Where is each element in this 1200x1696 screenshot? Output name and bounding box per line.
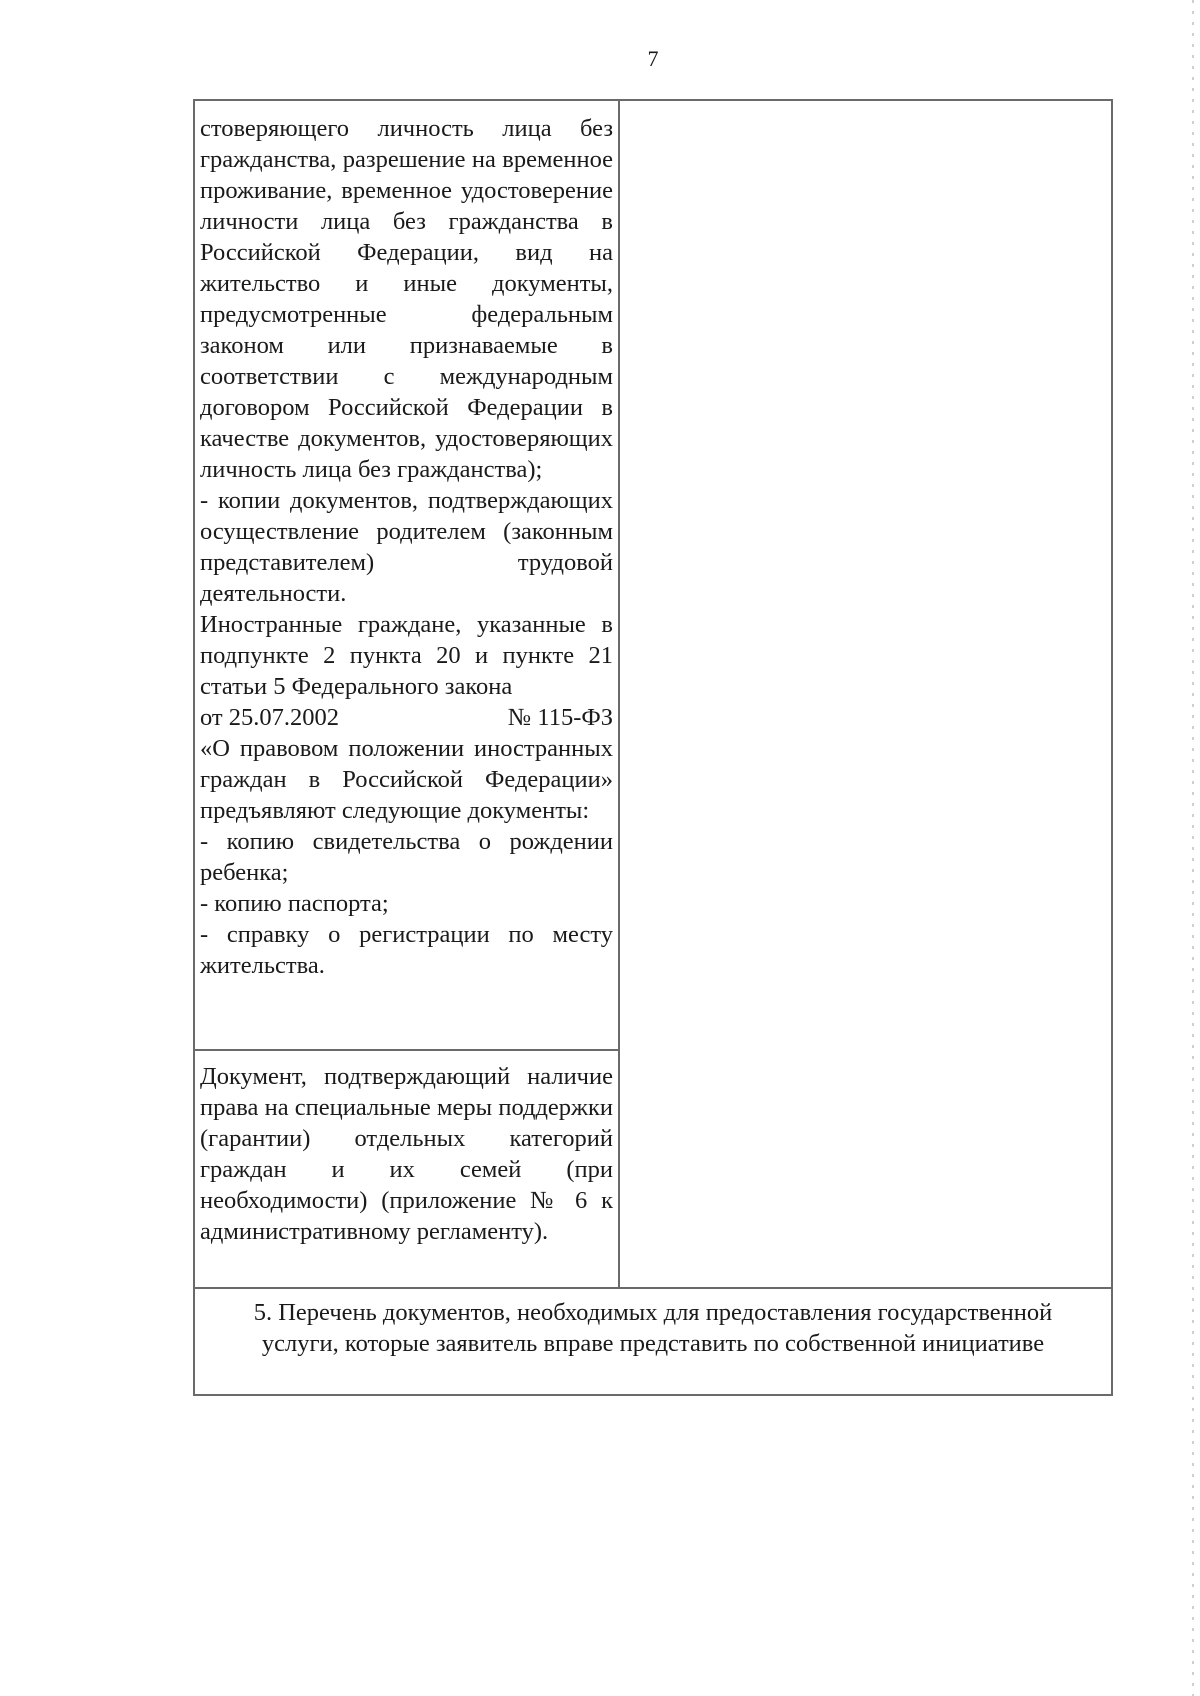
section-heading-line-1: 5. Перечень документов, необходимых для предоставления государственной <box>253 1299 1053 1326</box>
paragraph-identity-documents: стоверяющего личность лица без гражданства, разрешение на временное проживание, временное удостоверение личности лица без гражданства в Российской Федерации, вид на жительство и иные документы, предусмотренные федеральным законом или признаваемые в соответствии с международным договором Российской Федерации в качестве документов, удостоверяющих личность лица без гражданства); <box>200 115 613 483</box>
table-cell-documents-list <box>200 113 613 981</box>
scan-edge-artifact <box>1192 0 1194 1696</box>
row-divider <box>195 1049 618 1051</box>
law-date: от 25.07.2002 <box>200 704 340 731</box>
list-item-registration: - справку о регистрации по месту жительства. <box>200 921 613 979</box>
column-divider <box>618 101 620 1287</box>
law-date-line <box>200 702 613 733</box>
list-item-passport: - копию паспорта; <box>200 890 389 917</box>
paragraph-employment-documents: - копии документов, подтверждающих осуществление родителем (законным представителем) трудовой деятельности. <box>200 487 613 607</box>
list-item-birth-certificate: - копию свидетельства о рождении ребенка; <box>200 828 613 886</box>
section-divider <box>195 1287 1111 1289</box>
table-cell-support-document <box>200 1061 613 1247</box>
paragraph-support-rights: Документ, подтверждающий наличие права на специальные меры поддержки (гарантии) отдельных категорий граждан и их семей (при необходимости) (приложение № 6 к административному регламенту). <box>200 1063 613 1245</box>
page-number: 7 <box>647 46 659 71</box>
section-heading <box>195 1297 1111 1359</box>
law-number: № 115-ФЗ <box>507 704 613 731</box>
document-table <box>193 99 1113 1396</box>
section-heading-line-2: услуги, которые заявитель вправе представить по собственной инициативе <box>261 1330 1045 1357</box>
paragraph-law-title: «О правовом положении иностранных граждан в Российской Федерации» предъявляют следующие документы: <box>200 735 613 824</box>
paragraph-foreign-citizens: Иностранные граждане, указанные в подпункте 2 пункта 20 и пункте 21 статьи 5 Федерального закона <box>200 611 613 700</box>
